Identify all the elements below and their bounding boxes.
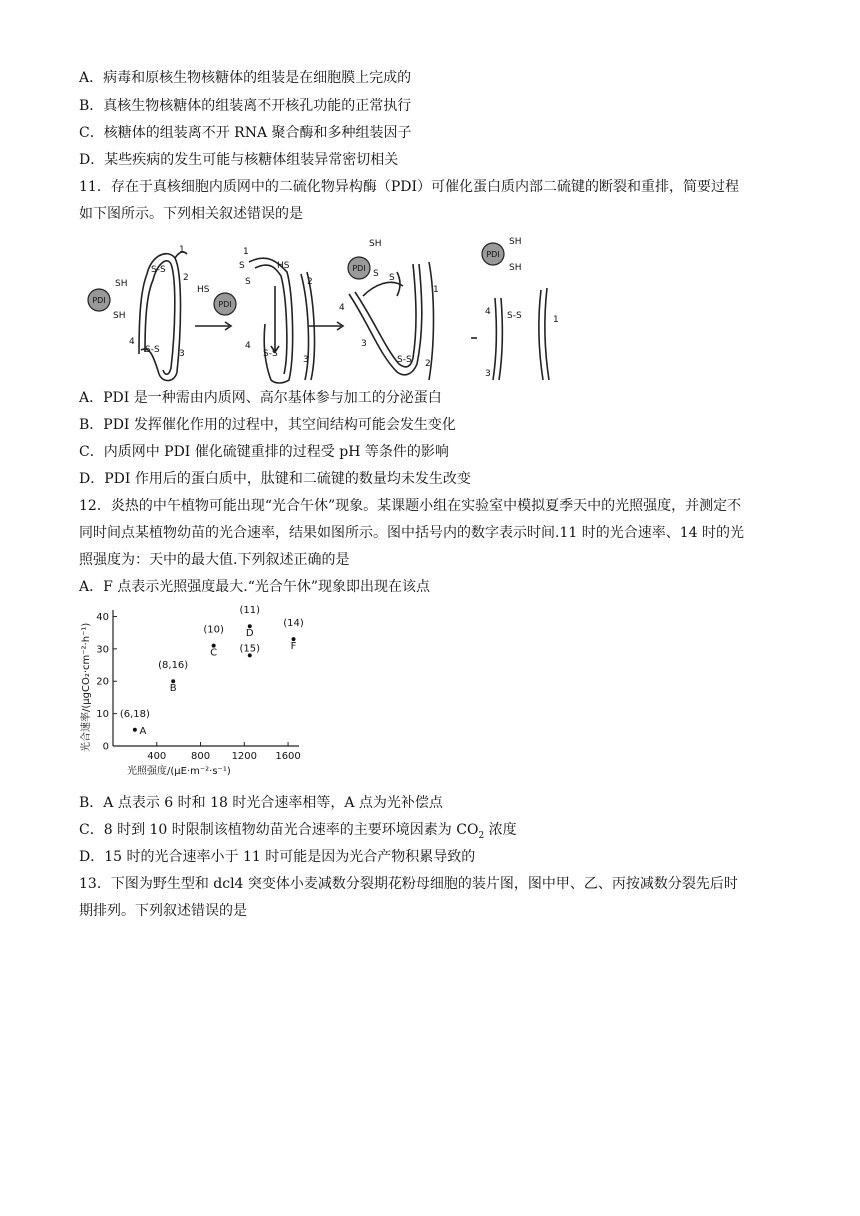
q12-option-d: D．15 时的光合速率小于 11 时可能是因为光合产物积累导致的 [79, 849, 476, 865]
hs-label: HS [197, 285, 210, 295]
point-letter-label: B [169, 683, 177, 695]
ss-bond-label: S-S [145, 345, 160, 355]
q10-option-d: D．某些疾病的发生可能与核糖体组装异常密切相关 [79, 152, 399, 168]
point-time-label: (14) [283, 618, 304, 630]
s-label: S [245, 277, 251, 287]
strand-number: 4 [245, 341, 251, 351]
q11-stem-line1: 11．存在于真核细胞内质网中的二硫化物异构酶（PDI）可催化蛋白质内部二硫键的断裂和重排，简要过程 [79, 179, 739, 195]
x-tick-label: 400 [147, 751, 167, 762]
sh-label: SH [115, 279, 128, 289]
sh-label: SH [113, 311, 126, 321]
strand-number: 2 [183, 273, 189, 283]
strand-number: 3 [179, 349, 185, 359]
point-time-label: (10) [203, 624, 224, 636]
strand-number: 2 [307, 277, 313, 287]
q10-option-c: C．核糖体的组装离不开 RNA 聚合酶和多种组装因子 [79, 125, 412, 141]
strand-number: 4 [485, 307, 491, 317]
point-time-label: (15) [239, 643, 261, 655]
strand-number: 2 [425, 359, 431, 369]
x-axis-label: 光照强度/(μE·m⁻²·s⁻¹) [127, 766, 231, 777]
sh-label: SH [509, 263, 522, 273]
y-tick-label: 40 [96, 611, 109, 623]
co2-subscript: 2 [478, 830, 485, 841]
point-letter-label: D [245, 628, 254, 640]
q12-stem-line3: 照强度为：天中的最大值.下列叙述正确的是 [79, 552, 350, 568]
q11-option-c: C．内质网中 PDI 催化硫键重排的过程受 pH 等条件的影响 [79, 444, 449, 460]
point-time-label: (11) [239, 605, 261, 617]
q12-option-b: B．A 点表示 6 时和 18 时光合速率相等，A 点为光补偿点 [79, 795, 443, 811]
pdi-label-2: PDI [218, 300, 232, 309]
q10-option-b: B．真核生物核糖体的组装离不开核孔功能的正常执行 [79, 98, 412, 114]
ss-bond-label: S-S [263, 349, 278, 359]
photosynthesis-scatter-chart [79, 602, 309, 782]
hs-label: HS [277, 261, 290, 271]
point-letter-label: C [210, 647, 218, 659]
y-axis-label: 光合速率/(μgCO₂·cm⁻²·h⁻¹) [81, 622, 92, 752]
q11-option-a: A．PDI 是一种需由内质网、高尔基体参与加工的分泌蛋白 [79, 390, 442, 406]
q11-option-b: B．PDI 发挥催化作用的过程中，其空间结构可能会发生变化 [79, 417, 456, 433]
q12-stem-line2: 同时间点某植物幼苗的光合速率，结果如图所示。图中括号内的数字表示时间.11 时的光合速率、14 时的光 [79, 525, 744, 541]
strand-number: 4 [129, 337, 135, 347]
strand-number: 3 [361, 339, 367, 349]
point-letter-label: A [139, 725, 147, 737]
ss-bond-label: S-S [151, 265, 166, 275]
strand-number: 1 [179, 245, 185, 255]
strand-number: 1 [243, 247, 249, 257]
q12-option-a: A．F 点表示光照强度最大.“光合午休”现象即出现在该点 [79, 579, 431, 595]
data-point [133, 728, 137, 732]
y-tick-label: 20 [96, 676, 109, 688]
x-tick-label: 800 [190, 751, 211, 762]
q11-option-d: D．PDI 作用后的蛋白质中，肽键和二硫键的数量均未发生改变 [79, 471, 471, 487]
pdi-label-3: PDI [352, 264, 366, 273]
q12-option-c [79, 820, 517, 846]
q12-stem-line1: 12．炎热的中午植物可能出现“光合午休”现象。某课题小组在实验室中模拟夏季天中的光照强度，并测定不 [79, 498, 742, 514]
q12-option-c-tail: 浓度 [484, 822, 517, 838]
x-tick-label: 1600 [275, 751, 301, 762]
q12-option-c-text: C．8 时到 10 时限制该植物幼苗光合速率的主要环境因素为 CO [79, 822, 479, 838]
pdi-label-4: PDI [486, 250, 500, 259]
pdi-process-figure [79, 234, 579, 384]
point-letter-label: F [290, 641, 297, 653]
y-tick-label: 10 [96, 709, 109, 721]
y-tick-label: 0 [102, 741, 109, 753]
q10-option-a: A．病毒和原核生物核糖体的组装是在细胞膜上完成的 [79, 70, 412, 86]
pdi-label-1: PDI [92, 296, 106, 305]
s-label: S [239, 261, 245, 271]
strand-number: 1 [433, 285, 439, 295]
strand-number: 3 [303, 355, 309, 365]
s-label: S [389, 273, 395, 283]
y-tick-label: 30 [96, 644, 109, 656]
s-label: S [373, 269, 379, 279]
ss-bond-label: S-S [507, 311, 522, 321]
strand-number: 3 [485, 369, 491, 379]
strand-number: 4 [339, 303, 345, 313]
point-time-label: (8,16) [158, 660, 189, 672]
sh-label: SH [509, 237, 522, 247]
point-time-label: (6,18) [119, 708, 150, 720]
q13-stem-line1: 13．下图为野生型和 dcl4 突变体小麦减数分裂期花粉母细胞的装片图，图中甲、乙、丙按减数分裂先后时 [79, 876, 738, 892]
strand-number: 1 [553, 315, 559, 325]
q11-stem-line2: 如下图所示。下列相关叙述错误的是 [79, 206, 303, 222]
x-tick-label: 1200 [231, 751, 258, 762]
ss-bond-label: S-S [397, 355, 412, 365]
sh-label: SH [369, 239, 382, 249]
q13-stem-line2: 期排列。下列叙述错误的是 [79, 903, 247, 919]
